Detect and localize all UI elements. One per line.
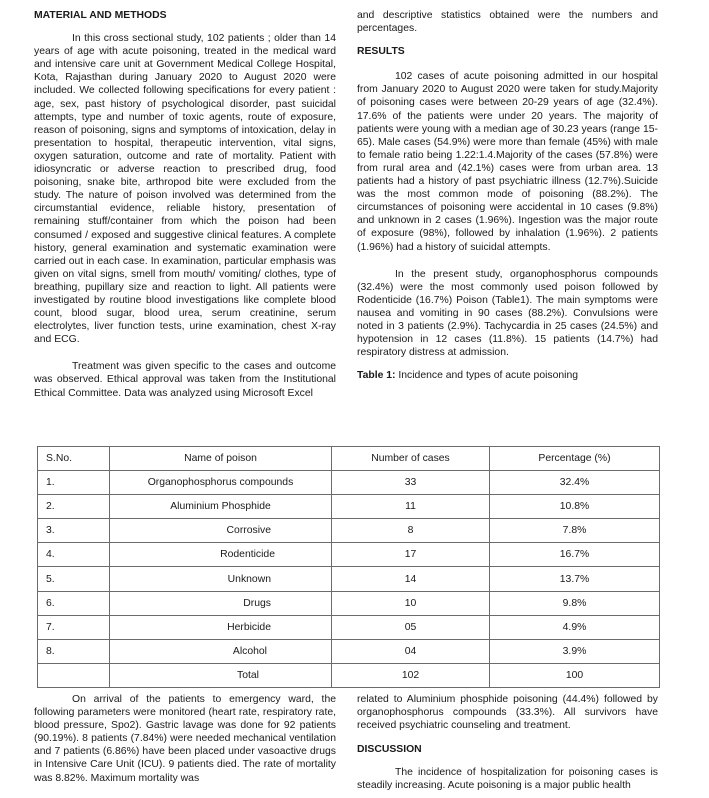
cell-percentage: 16.7% (490, 543, 660, 567)
table-row (38, 543, 660, 567)
cell-cases: 14 (332, 567, 490, 591)
cell-total-percentage: 100 (490, 663, 660, 687)
cell-percentage: 7.8% (490, 519, 660, 543)
table-header-row (38, 447, 660, 471)
mortality-paragraph-continued: related to Aluminium phosphide poisoning (44.4%) followed by organophosphorus compounds (33.3%). All survivors have received psychiatric counseling and treatment. (357, 694, 658, 732)
discussion-heading: DISCUSSION (357, 744, 422, 756)
table-row (38, 519, 660, 543)
cell-poison-name: Unknown (110, 567, 332, 591)
cell-poison-name: Corrosive (110, 519, 332, 543)
cell-sno: 6. (38, 591, 110, 615)
cell-percentage: 3.9% (490, 639, 660, 663)
cell-poison-name: Alcohol (110, 639, 332, 663)
table-row (38, 471, 660, 495)
results-paragraph-2: In the present study, organophosphorus compounds (32.4%) were the most commonly used poison followed by Rodenticide (16.7%) Poison (Table1). The main symptoms were nausea and vomiting in 90 cases (88.2%). Convulsions were noted in 3 patients (2.9%). Tachycardia in 25 cases (24.5%) and hypotension in 12 cases (11.8%). 15 patients (14.7%) had respiratory distress at admission. (357, 268, 658, 359)
cell-sno (38, 663, 110, 687)
cell-percentage: 9.8% (490, 591, 660, 615)
methods-paragraph-continued: and descriptive statistics obtained were the numbers and percentages. (357, 10, 658, 35)
header-sno: S.No. (38, 447, 110, 471)
cell-total-cases: 102 (332, 663, 490, 687)
cell-sno: 3. (38, 519, 110, 543)
table-caption-text: Incidence and types of acute poisoning (395, 370, 579, 382)
methods-column (34, 9, 336, 400)
table-row (38, 615, 660, 639)
poison-incidence-table (37, 446, 660, 688)
cell-sno: 2. (38, 495, 110, 519)
cell-sno: 7. (38, 615, 110, 639)
cell-cases: 10 (332, 591, 490, 615)
monitoring-column (34, 693, 336, 785)
cell-percentage: 10.8% (490, 495, 660, 519)
results-heading: RESULTS (357, 46, 405, 58)
header-number-of-cases: Number of cases (332, 447, 490, 471)
cell-sno: 5. (38, 567, 110, 591)
cell-poison-name: Drugs (110, 591, 332, 615)
cell-cases: 11 (332, 495, 490, 519)
header-percentage: Percentage (%) (490, 447, 660, 471)
table-row (38, 495, 660, 519)
cell-poison-name: Aluminium Phosphide (110, 495, 332, 519)
methods-paragraph-1: In this cross sectional study, 102 patients ; older than 14 years of age with acute poisoning, treated in the medical ward and intensive care unit at Government Medical College Hospital, Kota, Rajasthan during January 2020 to August 2020 were included. We collected following specifications for every patient : age, sex, past history of psychological disorder, past suicidal attempts, type and number of toxic agents, route of exposure, reason of poisoning, signs and symptoms of intoxication, delay in presentation to hospital, therapeutic intervention, vital signs, oxygen saturation, outcome and rate of mortality. Patient with idiosyncratic or adverse reaction to prescribed drug, food poisoning, snake bite, arthropod bite were excluded from the study. The nature of poison involved was determined from the circumstantial evidence, reliable history, presentation of remaining stuff/container from which the poison had been consumed / exposed and suggestive clinical features. A complete history, general examination and systematic examination were carried out in each case. In examination, particular emphasis was given on vital signs, smell from mouth/ vomiting/ clothes, type of breathing, pupillary size and reaction to light. All patients were investigated by routine blood investigations like complete blood count, blood sugar, blood urea, serum creatinine, serum electrolytes, liver function tests, urine examination, chest X-ray and ECG. (34, 33, 336, 346)
methods-paragraph-2: Treatment was given specific to the cases and outcome was observed. Ethical approval was taken from the Institutional Ethical Committee. Data was analyzed using Microsoft Excel (34, 361, 336, 399)
cell-sno: 8. (38, 639, 110, 663)
cell-poison-name: Organophosphorus compounds (110, 471, 332, 495)
header-poison-name: Name of poison (110, 447, 332, 471)
methods-heading: MATERIAL AND METHODS (34, 10, 167, 21)
cell-cases: 04 (332, 639, 490, 663)
cell-poison-name: Herbicide (110, 615, 332, 639)
table-caption (357, 369, 658, 382)
cell-cases: 33 (332, 471, 490, 495)
cell-poison-name: Rodenticide (110, 543, 332, 567)
cell-cases: 8 (332, 519, 490, 543)
cell-percentage: 4.9% (490, 615, 660, 639)
discussion-column (357, 693, 658, 793)
table-row (38, 639, 660, 663)
cell-percentage: 32.4% (490, 471, 660, 495)
table-row (38, 567, 660, 591)
cell-cases: 17 (332, 543, 490, 567)
cell-total-label: Total (110, 663, 332, 687)
cell-percentage: 13.7% (490, 567, 660, 591)
cell-sno: 4. (38, 543, 110, 567)
results-column (357, 9, 658, 382)
results-paragraph-1: 102 cases of acute poisoning admitted in our hospital from January 2020 to August 2020 were taken for study.Majority of poisoning cases were between 20-29 years of age (32.4%). 17.6% of the patients were under 20 years. The majority of patients were young with a median age of 30.23 years (range 15-65). Male cases (54.9%) were more than female (45%) with male to female ratio being 1.22:1.4.Majority of the cases (57.8%) were from rural area and (42.1%) cases were from urban area. 13 patients had a history of past psychiatric illness (12.7%).Suicide was the most common mode of poisoning (88.2%). The circumstances of poisoning were accidental in 10 cases (9.8%) and unknown in 2 cases (1.96%). Ingestion was the major route of exposure (98%), followed by inhalation (1.96%). 2 patients (1.96%) had a history of suicidal attempts. (357, 71, 658, 253)
cell-cases: 05 (332, 615, 490, 639)
table-row (38, 591, 660, 615)
table-total-row (38, 663, 660, 687)
table-caption-label: Table 1: (357, 370, 396, 382)
discussion-paragraph: The incidence of hospitalization for poisoning cases is steadily increasing. Acute poisoning is a major public health (357, 767, 658, 792)
monitoring-paragraph: On arrival of the patients to emergency ward, the following parameters were monitored (heart rate, respiratory rate, blood pressure, Spo2). Gastric lavage was done for 92 patients (90.19%). 8 patients (7.84%) were needed mechanical ventilation and 7 patients (6.86%) have been placed under vasoactive drugs in Intensive Care Unit (ICU). 9 patients died. The rate of mortality was 8.82%. Maximum mortality was (34, 694, 336, 784)
cell-sno: 1. (38, 471, 110, 495)
